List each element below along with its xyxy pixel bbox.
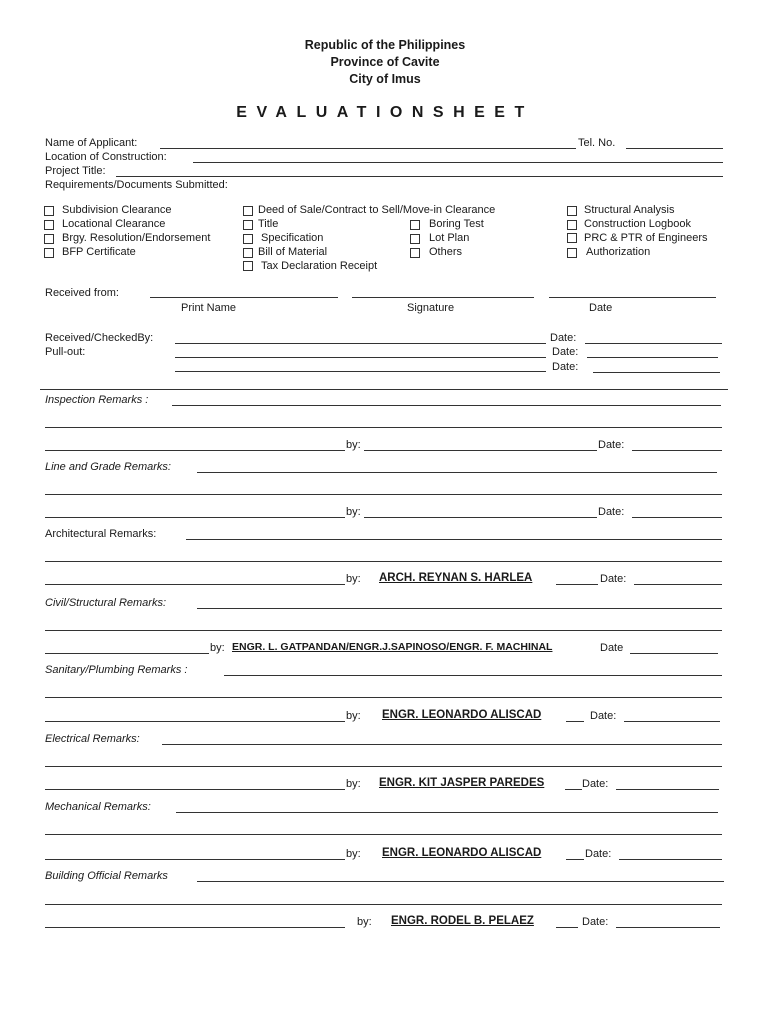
checklist-bill: Bill of Material <box>258 246 328 258</box>
checkbox-title[interactable] <box>243 220 253 230</box>
checklist-title: Title <box>258 218 279 230</box>
checkbox-boring[interactable] <box>410 220 420 230</box>
civil-signatory: ENGR. L. GATPANDAN/ENGR.J.SAPINOSO/ENGR. F. MACHINAL <box>232 641 553 653</box>
line-grade-sign-line[interactable] <box>45 517 345 518</box>
building-date-label: Date: <box>582 916 609 928</box>
sanitary-remarks-label: Sanitary/Plumbing Remarks : <box>45 664 188 676</box>
checked-date-field[interactable] <box>585 343 722 344</box>
checkbox-logbook[interactable] <box>567 220 577 230</box>
inspection-by-field[interactable] <box>364 450 597 451</box>
sanitary-signatory-underline <box>566 721 584 722</box>
inspection-by-label: by: <box>346 439 361 451</box>
mechanical-signatory: ENGR. LEONARDO ALISCAD <box>382 847 542 859</box>
checkbox-structural[interactable] <box>567 206 577 216</box>
checkbox-bfp[interactable] <box>44 248 54 258</box>
checkbox-subdivision[interactable] <box>44 206 54 216</box>
sanitary-date-label: Date: <box>590 710 617 722</box>
building-sign-line[interactable] <box>45 927 345 928</box>
checklist-others: Others <box>429 246 463 258</box>
checklist-locational: Locational Clearance <box>62 218 166 230</box>
civil-sign-line[interactable] <box>45 653 209 654</box>
electrical-remarks-line-2[interactable] <box>45 766 722 767</box>
line-grade-by-label: by: <box>346 506 361 518</box>
signature-caption: Signature <box>407 302 455 314</box>
mechanical-sign-line[interactable] <box>45 859 345 860</box>
architectural-sign-line[interactable] <box>45 584 345 585</box>
checklist-deed: Deed of Sale/Contract to Sell/Move-in Clearance <box>258 204 496 216</box>
project-title-field[interactable] <box>116 176 723 177</box>
checkbox-lot-plan[interactable] <box>410 234 420 244</box>
electrical-signatory: ENGR. KIT JASPER PAREDES <box>379 777 545 789</box>
architectural-remarks-line-1[interactable] <box>186 539 722 540</box>
checklist-authorization: Authorization <box>586 246 651 258</box>
checkbox-brgy[interactable] <box>44 234 54 244</box>
line-grade-remarks-label: Line and Grade Remarks: <box>45 461 171 473</box>
building-remarks-label: Building Official Remarks <box>45 870 168 882</box>
print-name-caption: Print Name <box>181 302 237 314</box>
checklist-bfp: BFP Certificate <box>62 246 136 258</box>
header-republic: Republic of the Philippines <box>304 38 466 52</box>
pullout-date-label-2: Date: <box>552 361 579 373</box>
pullout-field-2[interactable] <box>175 371 546 372</box>
building-remarks-line-1[interactable] <box>197 881 724 882</box>
mechanical-remarks-line-1[interactable] <box>176 812 718 813</box>
applicant-name-field[interactable] <box>160 148 576 149</box>
mechanical-date-label: Date: <box>585 848 612 860</box>
checklist-brgy: Brgy. Resolution/Endorsement <box>62 232 211 244</box>
checkbox-bill[interactable] <box>243 248 253 258</box>
sanitary-sign-line[interactable] <box>45 721 345 722</box>
checklist-prc: PRC & PTR of Engineers <box>584 232 708 244</box>
checkbox-others[interactable] <box>410 248 420 258</box>
pullout-date-field-1[interactable] <box>587 357 718 358</box>
location-label: Location of Construction: <box>45 151 167 163</box>
pullout-label: Pull-out: <box>45 346 86 358</box>
electrical-by-label: by: <box>346 778 361 790</box>
mechanical-by-label: by: <box>346 848 361 860</box>
electrical-date-label: Date: <box>582 778 609 790</box>
checkbox-specification[interactable] <box>243 234 253 244</box>
header-province: Province of Cavite <box>330 55 440 69</box>
checkbox-prc[interactable] <box>567 233 577 243</box>
electrical-signatory-underline <box>565 789 582 790</box>
checked-by-field[interactable] <box>175 343 546 344</box>
checked-by-label: Received/CheckedBy: <box>45 332 154 344</box>
inspection-remarks-line-1[interactable] <box>172 405 721 406</box>
print-name-field[interactable] <box>150 297 338 298</box>
checklist-lot-plan: Lot Plan <box>429 232 470 244</box>
checklist-subdivision: Subdivision Clearance <box>62 204 172 216</box>
requirements-label: Requirements/Documents Submitted: <box>45 179 228 191</box>
page-title: EVALUATIONSHEET <box>236 104 534 121</box>
line-grade-remarks-line-1[interactable] <box>197 472 717 473</box>
inspection-remarks-line-2[interactable] <box>45 427 722 428</box>
mechanical-date-field[interactable] <box>619 859 722 860</box>
inspection-date-field[interactable] <box>632 450 722 451</box>
electrical-remarks-line-1[interactable] <box>162 744 722 745</box>
signature-field[interactable] <box>352 297 534 298</box>
received-date-field[interactable] <box>549 297 716 298</box>
pullout-date-field-2[interactable] <box>593 372 720 373</box>
architectural-remarks-line-2[interactable] <box>45 561 722 562</box>
architectural-by-label: by: <box>346 573 361 585</box>
mechanical-signatory-underline <box>566 859 584 860</box>
applicant-name-label: Name of Applicant: <box>45 137 138 149</box>
building-signatory-underline <box>556 927 578 928</box>
sanitary-remarks-line-2[interactable] <box>45 697 722 698</box>
checked-date-label: Date: <box>550 332 577 344</box>
date-caption: Date <box>589 302 613 314</box>
building-remarks-line-2[interactable] <box>45 904 722 905</box>
architectural-date-label: Date: <box>600 573 627 585</box>
civil-remarks-line-1[interactable] <box>197 608 722 609</box>
pullout-field-1[interactable] <box>175 357 546 358</box>
building-date-field[interactable] <box>616 927 720 928</box>
project-title-label: Project Title: <box>45 165 106 177</box>
building-by-label: by: <box>357 916 372 928</box>
checklist-logbook: Construction Logbook <box>584 218 692 230</box>
building-signatory: ENGR. RODEL B. PELAEZ <box>391 915 534 927</box>
civil-remarks-line-2[interactable] <box>45 630 722 631</box>
line-grade-by-field[interactable] <box>364 517 597 518</box>
architectural-signatory: ARCH. REYNAN S. HARLEA <box>379 572 533 584</box>
checklist-tax: Tax Declaration Receipt <box>261 260 378 272</box>
inspection-remarks-label: Inspection Remarks : <box>45 394 149 406</box>
location-field[interactable] <box>193 162 723 163</box>
sanitary-date-field[interactable] <box>624 721 720 722</box>
section-divider <box>40 389 728 390</box>
line-grade-date-label: Date: <box>598 506 625 518</box>
sanitary-signatory: ENGR. LEONARDO ALISCAD <box>382 709 542 721</box>
civil-date-field[interactable] <box>630 653 718 654</box>
line-grade-date-field[interactable] <box>632 517 722 518</box>
received-from-label: Received from: <box>45 287 119 299</box>
tel-label: Tel. No. <box>578 137 616 149</box>
line-grade-remarks-line-2[interactable] <box>45 494 722 495</box>
checkbox-tax[interactable] <box>243 261 253 271</box>
mechanical-remarks-line-2[interactable] <box>45 834 722 835</box>
sanitary-by-label: by: <box>346 710 361 722</box>
architectural-date-field[interactable] <box>634 584 722 585</box>
pullout-date-label-1: Date: <box>552 346 579 358</box>
inspection-date-label: Date: <box>598 439 625 451</box>
checkbox-locational[interactable] <box>44 220 54 230</box>
checkbox-deed[interactable] <box>243 206 253 216</box>
inspection-sign-line[interactable] <box>45 450 345 451</box>
checklist-structural: Structural Analysis <box>584 204 675 216</box>
electrical-date-field[interactable] <box>616 789 719 790</box>
mechanical-remarks-label: Mechanical Remarks: <box>45 801 151 813</box>
tel-field[interactable] <box>626 148 723 149</box>
civil-remarks-label: Civil/Structural Remarks: <box>45 597 167 609</box>
header-city: City of Imus <box>349 72 421 86</box>
electrical-remarks-label: Electrical Remarks: <box>45 733 140 745</box>
sanitary-remarks-line-1[interactable] <box>224 675 722 676</box>
checklist-specification: Specification <box>261 232 324 244</box>
civil-date-label: Date <box>600 642 624 654</box>
architectural-remarks-label: Architectural Remarks: <box>45 528 157 540</box>
civil-by-label: by: <box>210 642 225 654</box>
checkbox-authorization[interactable] <box>567 248 577 258</box>
electrical-sign-line[interactable] <box>45 789 345 790</box>
checklist-boring: Boring Test <box>429 218 484 230</box>
architectural-signatory-underline <box>556 584 598 585</box>
